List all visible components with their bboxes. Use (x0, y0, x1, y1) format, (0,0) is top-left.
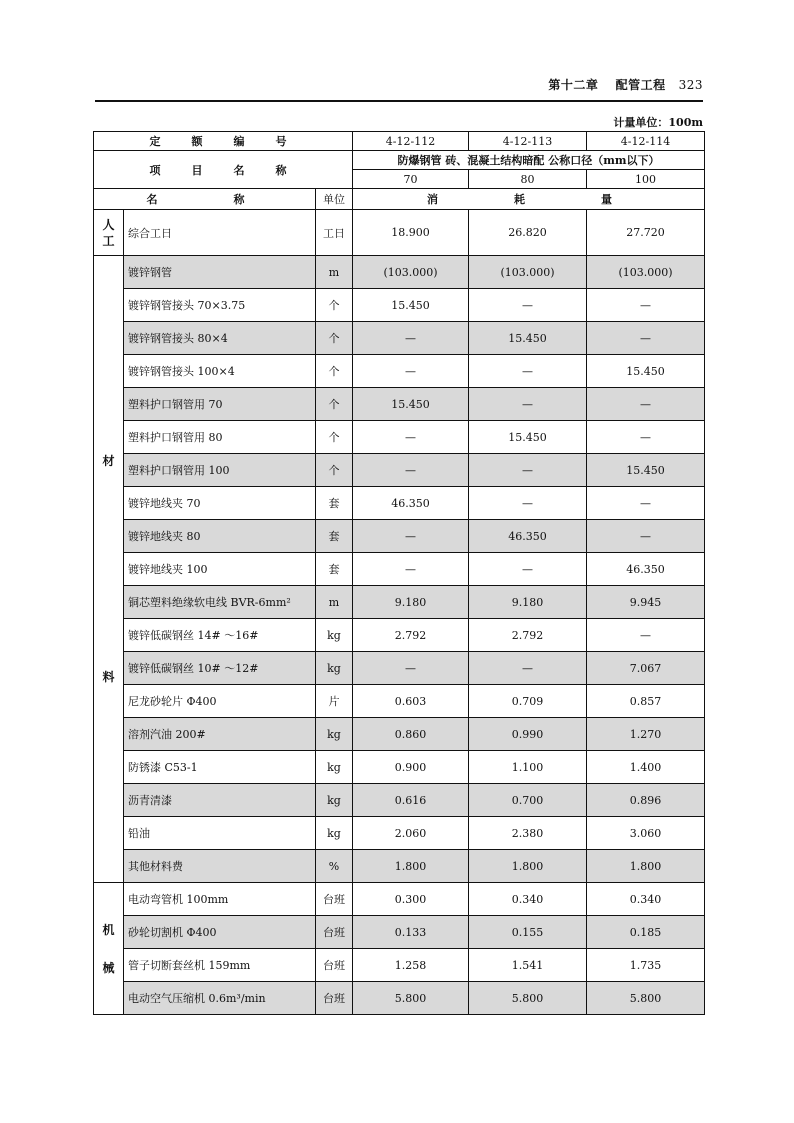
item-value: 18.900 (353, 210, 469, 256)
item-unit: 个 (316, 355, 353, 388)
category-char: 械 (102, 960, 115, 975)
item-value: — (469, 652, 587, 685)
item-value: — (587, 520, 705, 553)
item-name: 铅油 (124, 817, 316, 850)
table-row (94, 586, 705, 619)
item-value: 15.450 (353, 388, 469, 421)
item-name: 镀锌地线夹 100 (124, 553, 316, 586)
item-value: (103.000) (353, 256, 469, 289)
item-value: — (353, 553, 469, 586)
item-name: 镀锌低碳钢丝 10# ～12# (124, 652, 316, 685)
item-value: 1.735 (587, 949, 705, 982)
item-name: 镀锌钢管 (124, 256, 316, 289)
item-unit: 个 (316, 322, 353, 355)
item-value: 46.350 (469, 520, 587, 553)
quota-code-row (94, 132, 705, 151)
quota-table (93, 131, 705, 1015)
table-row (94, 454, 705, 487)
item-value: — (469, 388, 587, 421)
item-name: 镀锌钢管接头 70×3.75 (124, 289, 316, 322)
item-value: — (587, 388, 705, 421)
item-unit: 台班 (316, 883, 353, 916)
item-description-row (94, 151, 705, 170)
table-row (94, 817, 705, 850)
item-value: 0.133 (353, 916, 469, 949)
item-value: 0.603 (353, 685, 469, 718)
diameter-3: 100 (587, 170, 705, 189)
item-unit: 个 (316, 388, 353, 421)
measurement-unit: 计量单位：100m (613, 116, 703, 129)
item-name: 镀锌钢管接头 100×4 (124, 355, 316, 388)
item-value: 0.700 (469, 784, 587, 817)
item-value: — (469, 289, 587, 322)
table-row (94, 388, 705, 421)
item-value: 26.820 (469, 210, 587, 256)
item-value: 1.800 (353, 850, 469, 883)
table-row (94, 322, 705, 355)
item-value: — (587, 487, 705, 520)
item-value: 1.800 (587, 850, 705, 883)
item-value: 15.450 (353, 289, 469, 322)
item-unit: 个 (316, 421, 353, 454)
col-name-header: 名 称 (94, 189, 316, 210)
item-unit: 台班 (316, 982, 353, 1015)
item-unit: kg (316, 817, 353, 850)
item-value: — (587, 421, 705, 454)
category-char: 材 (102, 454, 115, 468)
item-value: — (353, 520, 469, 553)
item-value: 0.990 (469, 718, 587, 751)
item-value: 27.720 (587, 210, 705, 256)
item-name: 尼龙砂轮片 Φ400 (124, 685, 316, 718)
item-value: — (469, 355, 587, 388)
item-value: — (587, 619, 705, 652)
table-row (94, 553, 705, 586)
item-value: 2.792 (469, 619, 587, 652)
item-name: 溶剂汽油 200# (124, 718, 316, 751)
table-row (94, 289, 705, 322)
item-unit: 台班 (316, 949, 353, 982)
item-name: 镀锌地线夹 80 (124, 520, 316, 553)
col-consumption-header: 消 耗 量 (353, 189, 705, 210)
item-unit: 套 (316, 553, 353, 586)
item-value: 9.180 (469, 586, 587, 619)
item-value: (103.000) (469, 256, 587, 289)
item-value: — (353, 454, 469, 487)
item-value: 0.900 (353, 751, 469, 784)
item-unit: 套 (316, 487, 353, 520)
table-row (94, 982, 705, 1015)
item-value: 15.450 (469, 322, 587, 355)
table-row (94, 751, 705, 784)
item-value: 0.340 (587, 883, 705, 916)
item-value: 1.258 (353, 949, 469, 982)
item-name: 防锈漆 C53-1 (124, 751, 316, 784)
table-row (94, 883, 705, 916)
item-name: 镀锌低碳钢丝 14# ～16# (124, 619, 316, 652)
item-value: — (469, 454, 587, 487)
item-value: 1.800 (469, 850, 587, 883)
diameter-2: 80 (469, 170, 587, 189)
table-row (94, 949, 705, 982)
item-value: — (587, 322, 705, 355)
item-unit: kg (316, 751, 353, 784)
item-value: 9.180 (353, 586, 469, 619)
item-value: 46.350 (587, 553, 705, 586)
item-value: 0.185 (587, 916, 705, 949)
item-name: 砂轮切割机 Φ400 (124, 916, 316, 949)
item-value: 1.270 (587, 718, 705, 751)
table-row (94, 487, 705, 520)
item-name: 电动弯管机 100mm (124, 883, 316, 916)
quota-code-3: 4-12-114 (587, 132, 705, 151)
item-value: 2.380 (469, 817, 587, 850)
item-value: 15.450 (469, 421, 587, 454)
item-value: 15.450 (587, 355, 705, 388)
item-unit: 工日 (316, 210, 353, 256)
item-value: 0.616 (353, 784, 469, 817)
table-row (94, 421, 705, 454)
item-value: 9.945 (587, 586, 705, 619)
item-value: 1.400 (587, 751, 705, 784)
item-name: 塑料护口钢管用 70 (124, 388, 316, 421)
item-unit: 个 (316, 289, 353, 322)
category-char: 工 (102, 233, 115, 248)
item-name: 综合工日 (124, 210, 316, 256)
item-value: 0.709 (469, 685, 587, 718)
item-value: 7.067 (587, 652, 705, 685)
item-value: 1.100 (469, 751, 587, 784)
chapter-label: 第十二章 (548, 78, 599, 92)
item-value: 46.350 (353, 487, 469, 520)
column-header-row (94, 189, 705, 210)
item-unit: 台班 (316, 916, 353, 949)
item-name: 塑料护口钢管用 100 (124, 454, 316, 487)
table-row (94, 718, 705, 751)
category-char: 料 (102, 670, 115, 684)
item-value: 3.060 (587, 817, 705, 850)
table-row (94, 784, 705, 817)
item-name: 铜芯塑料绝缘软电线 BVR-6mm² (124, 586, 316, 619)
item-value: — (353, 652, 469, 685)
table-row (94, 520, 705, 553)
quota-code-1: 4-12-112 (353, 132, 469, 151)
table-row (94, 850, 705, 883)
item-name: 镀锌地线夹 70 (124, 487, 316, 520)
item-unit: m (316, 256, 353, 289)
table-row (94, 685, 705, 718)
item-value: 0.896 (587, 784, 705, 817)
item-name: 其他材料费 (124, 850, 316, 883)
table-row (94, 652, 705, 685)
col-unit-header: 单位 (316, 189, 353, 210)
item-value: 15.450 (587, 454, 705, 487)
item-name-label: 项 目 名 称 (94, 151, 353, 189)
item-value: 0.857 (587, 685, 705, 718)
item-value: 0.860 (353, 718, 469, 751)
item-value: (103.000) (587, 256, 705, 289)
item-value: — (469, 487, 587, 520)
item-unit: kg (316, 718, 353, 751)
item-value: 1.541 (469, 949, 587, 982)
category-cell (94, 883, 124, 1015)
category-char: 机 (102, 922, 115, 937)
item-unit: kg (316, 652, 353, 685)
item-value: 2.060 (353, 817, 469, 850)
item-value: 5.800 (353, 982, 469, 1015)
item-description: 防爆钢管 砖、混凝土结构暗配 公称口径（mm以下） (353, 151, 705, 170)
item-value: 5.800 (469, 982, 587, 1015)
item-name: 管子切断套丝机 159mm (124, 949, 316, 982)
item-unit: kg (316, 784, 353, 817)
item-value: — (353, 355, 469, 388)
item-unit: 片 (316, 685, 353, 718)
item-value: — (353, 322, 469, 355)
item-name: 沥青清漆 (124, 784, 316, 817)
diameter-1: 70 (353, 170, 469, 189)
item-value: 2.792 (353, 619, 469, 652)
item-unit: 套 (316, 520, 353, 553)
quota-no-label: 定 额 编 号 (94, 132, 353, 151)
item-value: 0.300 (353, 883, 469, 916)
table-row (94, 210, 705, 256)
item-unit: 个 (316, 454, 353, 487)
item-value: 0.155 (469, 916, 587, 949)
item-name: 塑料护口钢管用 80 (124, 421, 316, 454)
table-row (94, 355, 705, 388)
table-row (94, 619, 705, 652)
category-cell (94, 256, 124, 883)
page-number: 323 (678, 78, 703, 92)
item-unit: m (316, 586, 353, 619)
item-value: — (587, 289, 705, 322)
item-value: 0.340 (469, 883, 587, 916)
section-label: 配管工程 (615, 78, 666, 92)
quota-code-2: 4-12-113 (469, 132, 587, 151)
category-cell (94, 210, 124, 256)
item-name: 电动空气压缩机 0.6m³/min (124, 982, 316, 1015)
item-name: 镀锌钢管接头 80×4 (124, 322, 316, 355)
item-unit: % (316, 850, 353, 883)
table-row (94, 916, 705, 949)
item-value: — (353, 421, 469, 454)
page-header (95, 72, 703, 102)
item-unit: kg (316, 619, 353, 652)
chapter-heading (548, 76, 703, 93)
item-value: — (469, 553, 587, 586)
category-char: 人 (102, 217, 115, 232)
item-value: 5.800 (587, 982, 705, 1015)
table-row (94, 256, 705, 289)
